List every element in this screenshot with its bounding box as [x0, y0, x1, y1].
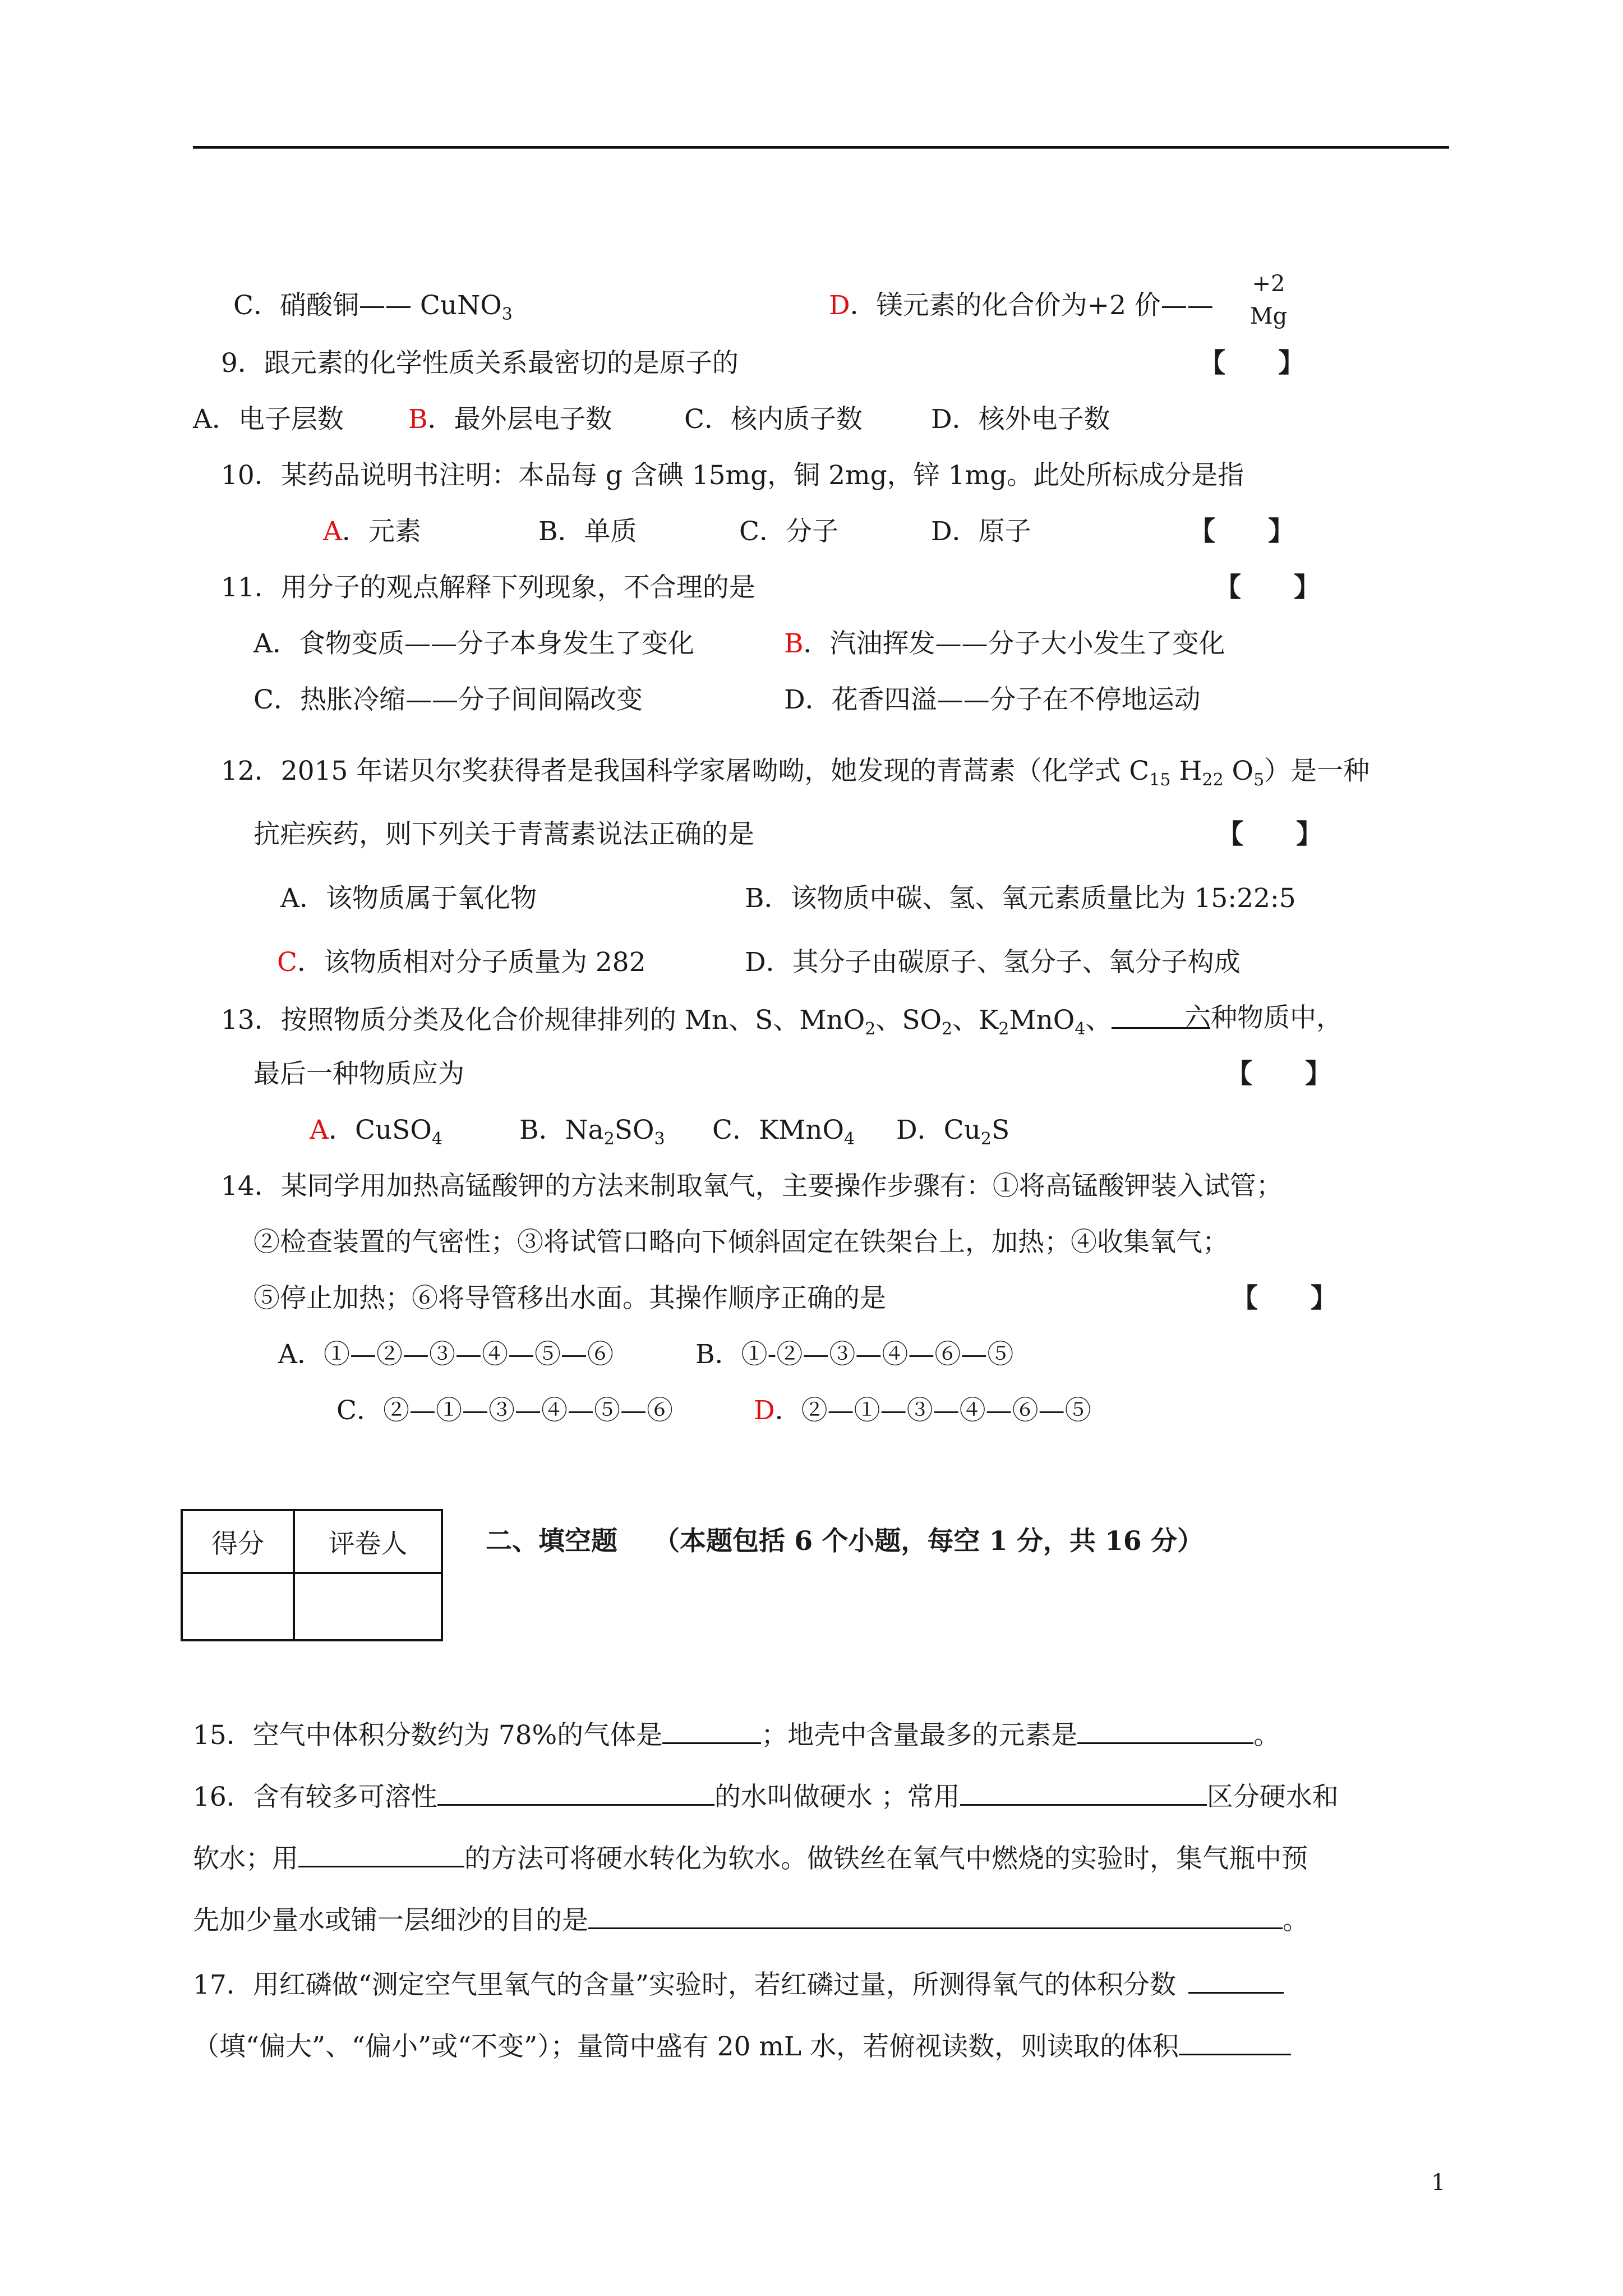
q13-b-sub2: 3 [654, 1129, 665, 1149]
q11-stem: 11．用分子的观点解释下列现象，不合理的是 [221, 572, 755, 603]
q13-text-2: 、K [952, 1005, 999, 1036]
q16-line2 [193, 1834, 1308, 1881]
q12-sub-c: 15 [1149, 770, 1171, 790]
q14-stem-line3: ⑤停止加热；⑥将导管移出水面。其操作顺序正确的是 [253, 1283, 886, 1314]
q8-c-sub: 3 [501, 305, 513, 324]
q10-bracket: 【 】 [1189, 516, 1294, 547]
q14-option-c: C．②—①—③—④—⑤—⑥ [336, 1395, 673, 1426]
q13-option-c [712, 1108, 855, 1153]
q13-a-sub: 4 [431, 1129, 443, 1149]
score-header-cell: 得分 [182, 1510, 294, 1573]
q13-sub-3: 2 [998, 1019, 1009, 1039]
q8-d-letter: D [829, 290, 850, 321]
q13-stem-end: 六种物质中， [1184, 1002, 1343, 1033]
q14-option-d [754, 1388, 1091, 1433]
q17-line1 [193, 1961, 1284, 2008]
q16-blank-2[interactable] [960, 1773, 1207, 1806]
q12-option-a: A．该物质属于氧化物 [280, 883, 537, 914]
q11-bracket: 【 】 [1215, 572, 1320, 603]
q15-line [193, 1711, 1280, 1758]
q14-option-a: A．①—②—③—④—⑤—⑥ [278, 1339, 614, 1370]
q13-b-sub1: 2 [603, 1129, 615, 1149]
q10-option-c: C．分子 [739, 516, 838, 547]
q8-option-d [829, 283, 1214, 328]
q12-sub-h: 22 [1202, 770, 1224, 790]
q14-stem-line2: ②检查装置的气密性；③将试管口略向下倾斜固定在铁架台上，加热；④收集氧气； [253, 1227, 1229, 1258]
q13-text-4: 、 [1085, 1005, 1112, 1036]
q16-part6: 先加少量水或铺一层细沙的目的是 [193, 1905, 588, 1936]
q9-option-b [408, 397, 612, 442]
grader-input-cell[interactable] [294, 1573, 442, 1640]
section-2-title: 二、填空题 [486, 1526, 617, 1557]
q13-option-d [896, 1108, 1009, 1153]
q14-stem-line1: 14．某同学用加热高锰酸钾的方法来制取氧气，主要操作步骤有：①将高锰酸钾装入试管； [221, 1171, 1283, 1202]
q16-part3: 区分硬水和 [1206, 1782, 1339, 1812]
q9-stem: 9．跟元素的化学性质关系最密切的是原子的 [221, 348, 739, 379]
q13-b-text: B．Na [519, 1115, 604, 1145]
q14-d-letter: D [754, 1395, 775, 1426]
q13-stem-1a: 13．按照物质分类及化合价规律排列的 Mn、S、MnO [221, 1005, 865, 1036]
q10-stem: 10．某药品说明书注明：本品每 g 含碘 15mg，铜 2mg，锌 1mg。此处所标成分是指 [221, 460, 1244, 491]
q13-c-sub: 4 [844, 1129, 855, 1149]
q12-c-text: ．该物质相对分子质量为 282 [297, 947, 646, 978]
q15-part3: 。 [1253, 1720, 1280, 1751]
q12-mid-o: O [1223, 756, 1254, 786]
q16-blank-1[interactable] [437, 1773, 714, 1806]
q12-c-letter: C [277, 947, 297, 978]
q9-bracket: 【 】 [1199, 348, 1304, 379]
q11-option-c: C．热胀冷缩——分子间间隔改变 [253, 684, 643, 715]
q11-b-letter: B [784, 628, 804, 659]
q9-option-a: A．电子层数 [193, 404, 344, 435]
q12-option-d: D．其分子由碳原子、氢分子、氧分子构成 [745, 947, 1241, 978]
q11-option-b [784, 622, 1225, 666]
q17-part2: （填“偏大”、“偏小”或“不变”）；量筒中盛有 20 mL 水，若俯视读数，则读取的体积 [193, 2031, 1179, 2062]
q8-c-text: 硝酸铜—— CuNO [279, 290, 502, 321]
q12-stem-end: ）是一种 [1264, 756, 1370, 786]
q13-sub-1: 2 [865, 1019, 876, 1039]
q12-option-b: B．该物质中碳、氢、氧元素质量比为 15:22:5 [745, 883, 1296, 914]
q16-part5: 的方法可将硬水转化为软水。做铁丝在氧气中燃烧的实验时，集气瓶中预 [464, 1843, 1308, 1874]
q9-option-c: C．核内质子数 [684, 404, 863, 435]
q12-option-c [277, 940, 646, 985]
q12-stem-line2: 抗疟疾药，则下列关于青蒿素说法正确的是 [253, 819, 754, 850]
q12-stem-line1 [221, 749, 1370, 794]
q17-line2 [193, 2022, 1291, 2069]
q13-a-letter: A [310, 1115, 329, 1145]
q17-part1: 17．用红磷做“测定空气里氧气的含量”实验时，若红磷过量，所测得氧气的体积分数 [193, 1970, 1176, 2000]
q12-sub-o: 5 [1253, 770, 1265, 790]
q12-bracket: 【 】 [1217, 819, 1322, 850]
q11-option-d: D．花香四溢——分子在不停地运动 [784, 684, 1201, 715]
q13-stem-line2: 最后一种物质应为 [253, 1059, 464, 1089]
q13-b-mid: SO [614, 1115, 654, 1145]
q13-a-text: ．CuSO [328, 1115, 432, 1145]
q13-text-1: 、SO [875, 1005, 942, 1036]
q8-c-prefix: C． [233, 290, 280, 321]
q13-option-b [519, 1108, 665, 1153]
q11-option-a: A．食物变质——分子本身发生了变化 [253, 628, 694, 659]
header-rule [193, 146, 1449, 149]
q14-d-text: ．②—①—③—④—⑥—⑤ [774, 1395, 1091, 1426]
q15-part2: ；地壳中含量最多的元素是 [761, 1720, 1078, 1751]
q12-mid-h: H [1170, 756, 1202, 786]
q8-d-text: ．镁元素的化合价为+2 价—— [850, 290, 1214, 321]
q13-sub-4: 4 [1075, 1019, 1086, 1039]
q16-blank-3[interactable] [298, 1834, 464, 1867]
q10-option-d: D．原子 [931, 516, 1031, 547]
q13-sub-2: 2 [942, 1019, 953, 1039]
q16-part2: 的水叫做硬水 ；常用 [714, 1782, 960, 1812]
q17-blank-1[interactable] [1188, 1961, 1284, 1994]
q8-option-c [233, 283, 513, 328]
q13-bracket: 【 】 [1226, 1059, 1331, 1089]
q8-valence-top: +2 [1252, 271, 1285, 297]
q17-blank-2[interactable] [1179, 2022, 1291, 2055]
q13-d-text: D．Cu [896, 1115, 981, 1145]
q12-stem-1: 12．2015 年诺贝尔奖获得者是我国科学家屠呦呦，她发现的青蒿素（化学式 C [221, 756, 1150, 786]
q10-option-b: B．单质 [538, 516, 637, 547]
q14-option-b: B．①-②—③—④—⑥—⑤ [695, 1339, 1014, 1370]
q9-b-letter: B [408, 404, 428, 435]
q13-c-text: C．KMnO [712, 1115, 844, 1145]
page-number: 1 [1431, 2170, 1446, 2196]
q13-d-end: S [992, 1115, 1010, 1145]
q13-d-sub: 2 [980, 1129, 992, 1149]
q13-option-a [310, 1108, 442, 1153]
section-2-note: （本题包括 6 个小题，每空 1 分，共 16 分） [653, 1526, 1204, 1557]
grader-header-cell: 评卷人 [294, 1510, 442, 1573]
q16-part1: 16．含有较多可溶性 [193, 1782, 437, 1812]
q13-text-3: MnO [1009, 1005, 1075, 1036]
q15-blank-1[interactable] [662, 1711, 761, 1744]
q16-part4: 软水；用 [193, 1843, 298, 1874]
q9-b-text: ．最外层电子数 [427, 404, 612, 435]
section-2-heading [486, 1519, 1204, 1564]
q8-valence-bottom: Mg [1249, 303, 1288, 329]
q16-line1 [193, 1773, 1339, 1820]
q10-option-a [323, 509, 421, 554]
q15-blank-2[interactable] [1077, 1711, 1253, 1744]
q13-stem-line1 [221, 996, 1210, 1043]
q10-a-letter: A [323, 516, 342, 547]
score-input-cell[interactable] [182, 1573, 294, 1640]
q10-a-text: ．元素 [342, 516, 421, 547]
q16-part7: 。 [1283, 1905, 1309, 1936]
q14-bracket: 【 】 [1232, 1283, 1337, 1314]
q11-b-text: ．汽油挥发——分子大小发生了变化 [803, 628, 1225, 659]
score-table [181, 1509, 443, 1641]
q16-line3 [193, 1896, 1309, 1943]
q16-blank-4[interactable] [588, 1896, 1283, 1929]
q9-option-d: D．核外电子数 [931, 404, 1110, 435]
q15-part1: 15．空气中体积分数约为 78%的气体是 [193, 1720, 663, 1751]
